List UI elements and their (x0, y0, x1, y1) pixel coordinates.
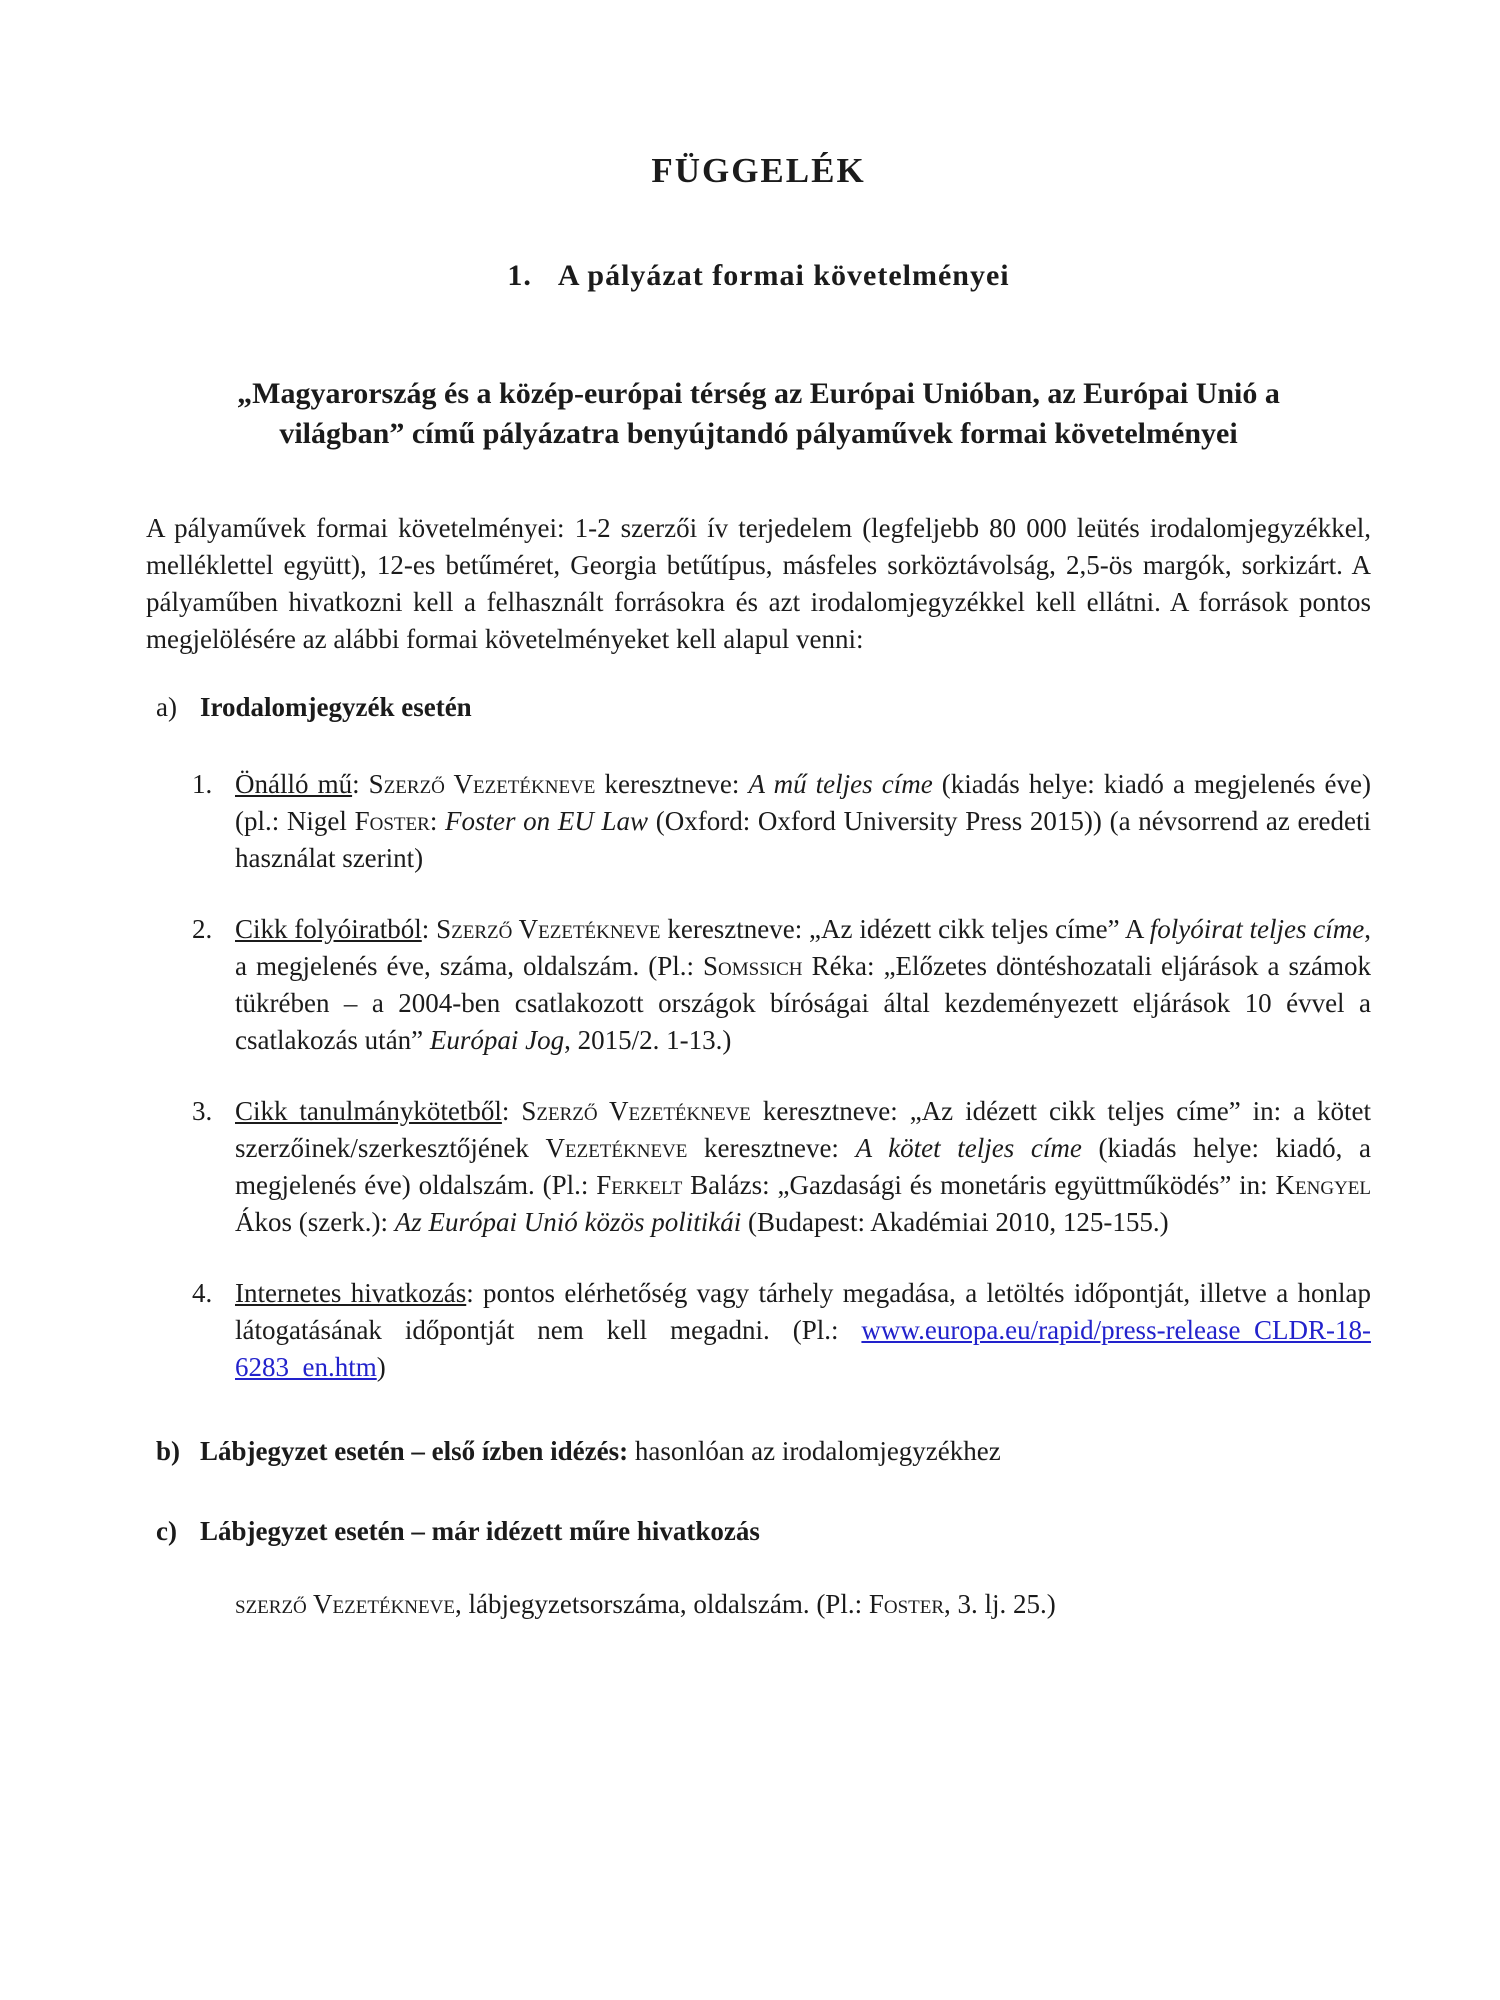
text-run: Réka: „Előzetes döntéshozatali eljárások a számok tükrében – a 2004-ben csatlakozott országok bíróságai által kezdeményezett eljárások 10 évvel a csatlakozás után” (235, 951, 1371, 1055)
page-title: FÜGGELÉK (651, 151, 866, 190)
list-item-internet-reference (146, 1275, 1371, 1386)
competition-title: „Magyarország és a közép-európai térség az Európai Unióban, az Európai Unió a világban” című pályázatra benyújtandó pályaművek formai követelményei (237, 377, 1280, 450)
text-run: (kiadás helye: kiadó a megjelenés éve) (pl.: Nigel (235, 769, 1371, 836)
section-b-label: Lábjegyzet esetén – első ízben idézés: (200, 1436, 629, 1466)
text-run-sc: Kengyel (1275, 1170, 1371, 1200)
text-run: (kiadás helye: kiadó, a megjelenés éve) oldalszám. (Pl.: (235, 1133, 1371, 1200)
text-run-sc: szerző Vezetékneve (235, 1589, 455, 1619)
text-run: keresztneve: „Az idézett cikk teljes címe” in: a kötet szerzőinek/szerkesztőjének (235, 1096, 1371, 1163)
text-run-i: Az Európai Unió közös politikái (394, 1207, 742, 1237)
text-run-sc: Ferkelt (596, 1170, 683, 1200)
list-item-journal-article (146, 911, 1371, 1059)
section-1-heading (146, 256, 1371, 296)
text-run: keresztneve: (687, 1133, 856, 1163)
item-number: 2. (192, 914, 213, 944)
text-run-u: Cikk tanulmánykötetből (235, 1096, 502, 1126)
text-run: , 3. lj. 25.) (944, 1589, 1056, 1619)
text-run: keresztneve: „Az idézett cikk teljes címe” A (660, 914, 1150, 944)
text-run-i: folyóirat teljes címe (1149, 914, 1365, 944)
section-c-heading (146, 1512, 1371, 1550)
intro-paragraph: A pályaművek formai követelményei: 1-2 szerzői ív terjedelem (legfeljebb 80 000 leütés irodalomjegyzékkel, melléklettel együtt), 12-es betűméret, Georgia betűtípus, másfeles sorköztávolság, 2,5-ös margók, sorkizárt. A pályaműben hivatkozni kell a felhasznált forrásokra és azt irodalomjegyzékkel kell ellátni. A források pontos megjelölésére az alábbi formai követelményeket kell alapul venni: (146, 513, 1371, 654)
bibliography-list (146, 766, 1371, 1386)
text-run-u: Cikk folyóiratból (235, 914, 422, 944)
text-run: Balázs: „Gazdasági és monetáris együttműködés” in: (682, 1170, 1276, 1200)
text-run-sc: Szerző Vezetékneve (368, 769, 596, 799)
section-b-marker: b) (156, 1436, 181, 1466)
text-run: (Budapest: Akadémiai 2010, 125-155.) (741, 1207, 1169, 1237)
text-run-u: Internetes hivatkozás (235, 1278, 467, 1308)
text-run-sc: Somssich (703, 951, 803, 981)
text-run: , a megjelenés éve, száma, oldalszám. (Pl.: (235, 914, 1371, 981)
text-run-i: A kötet teljes címe (855, 1133, 1082, 1163)
text-run-u: Önálló mű (235, 769, 353, 799)
item-text (235, 911, 1371, 1059)
section-1-number: 1. (507, 259, 532, 292)
text-run: ) (376, 1352, 386, 1382)
text-run-i: Foster on EU Law (445, 806, 649, 836)
item-text (235, 1093, 1371, 1241)
text-run: , lábjegyzetsorszáma, oldalszám. (Pl.: (454, 1589, 869, 1619)
footnote-format-note (235, 1586, 1371, 1623)
section-a-label: Irodalomjegyzék esetén (200, 692, 472, 722)
text-run-i: Európai Jog (429, 1025, 565, 1055)
section-b-suffix: hasonlóan az irodalomjegyzékhez (628, 1436, 1001, 1466)
text-run: keresztneve: (595, 769, 749, 799)
text-run-sc: Foster (354, 806, 430, 836)
item-text (235, 1275, 1371, 1386)
text-run: : (352, 769, 369, 799)
item-number: 1. (192, 769, 213, 799)
section-b-heading (146, 1432, 1371, 1470)
text-run: : (429, 806, 445, 836)
section-c-marker: c) (156, 1516, 177, 1546)
text-run-sc: Szerző Vezetékneve (521, 1096, 751, 1126)
document-content (146, 0, 1371, 1623)
text-run-sc: Szerző Vezetékneve (436, 914, 661, 944)
section-b-text (200, 1432, 1001, 1470)
text-run: : (501, 1096, 522, 1126)
text-run: Ákos (szerk.): (235, 1207, 395, 1237)
item-number: 4. (192, 1278, 213, 1308)
section-1-title: A pályázat formai követelményei (557, 259, 1010, 292)
list-item-volume-article (146, 1093, 1371, 1241)
text-run-sc: Vezetékneve (545, 1133, 688, 1163)
item-text (235, 766, 1371, 877)
list-item-standalone-work (146, 766, 1371, 877)
section-c-label: Lábjegyzet esetén – már idézett műre hivatkozás (200, 1516, 760, 1546)
text-run-sc: Foster (868, 1589, 945, 1619)
text-run: : pontos elérhetőség vagy tárhely megadása, a letöltés időpontját, illetve a honlap látogatásának időpontját nem kell megadni. (Pl.: (235, 1278, 1371, 1345)
text-run-i: A mű teljes címe (748, 769, 933, 799)
section-a-heading (146, 688, 1371, 726)
text-run: , 2015/2. 1-13.) (564, 1025, 732, 1055)
section-a-marker: a) (156, 692, 177, 722)
text-run: : (421, 914, 437, 944)
document-hyperlink[interactable]: www.europa.eu/rapid/press-release_CLDR-18-6283_en.htm (235, 1315, 1371, 1382)
text-run: (Oxford: Oxford University Press 2015)) (a névsorrend az eredeti használat szerint) (235, 806, 1371, 873)
item-number: 3. (192, 1096, 213, 1126)
